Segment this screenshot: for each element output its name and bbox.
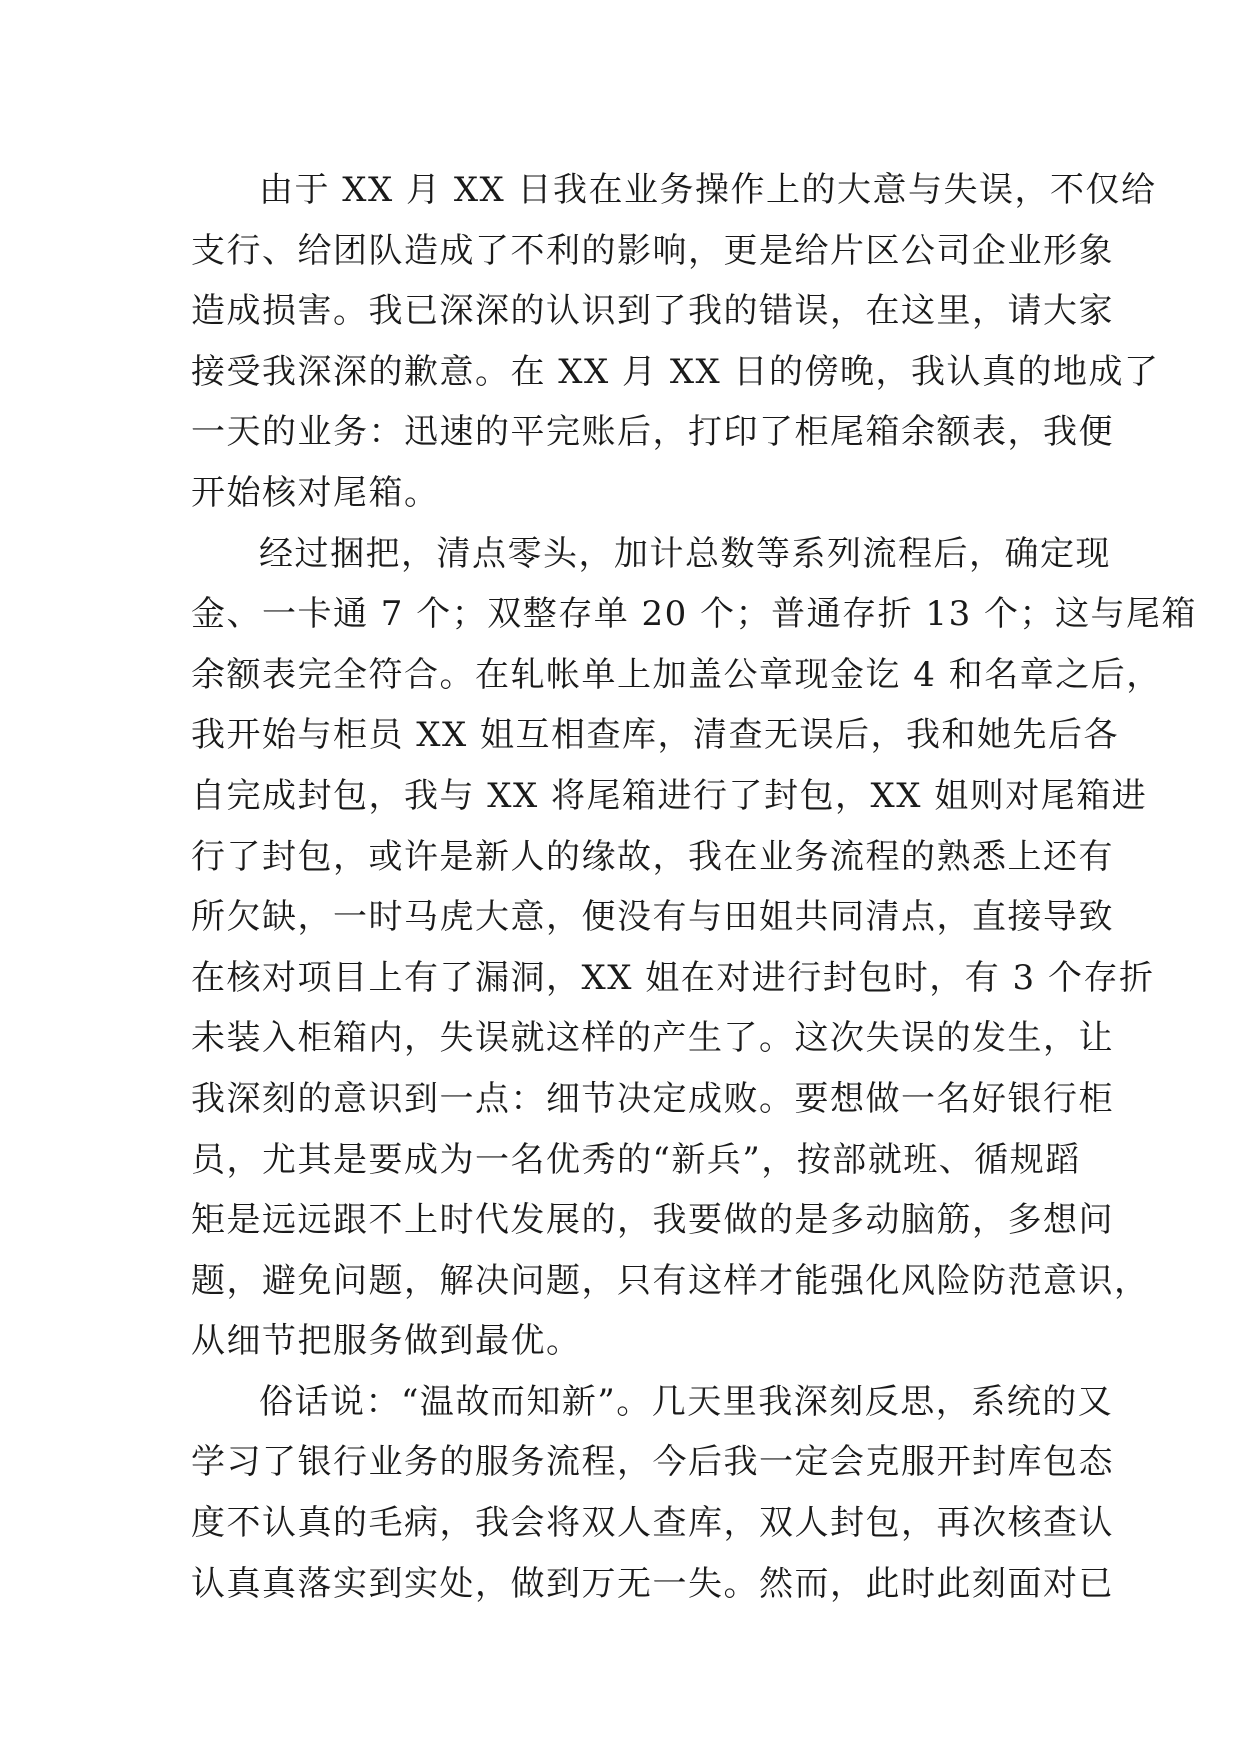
text-line: 题，避免问题，解决问题，只有这样才能强化风险防范意识， [191, 1260, 1150, 1301]
text-line: 支行、给团队造成了不利的影响，更是给片区公司企业形象 [191, 230, 1114, 271]
text-line: 度不认真的毛病，我会将双人查库，双人封包，再次核查认 [191, 1503, 1114, 1544]
paragraph-2 [191, 524, 1198, 1372]
text-line: 在核对项目上有了漏洞，XX 姐在对进行封包时，有 3 个存折 [191, 957, 1155, 998]
text-line: 行了封包，或许是新人的缘故，我在业务流程的熟悉上还有 [191, 836, 1114, 877]
text-line: 俗话说：“温故而知新”。几天里我深刻反思，系统的又 [259, 1381, 1114, 1422]
text-line: 余额表完全符合。在轧帐单上加盖公章现金讫 4 和名章之后， [191, 654, 1162, 695]
text-line: 所欠缺，一时马虎大意，便没有与田姐共同清点，直接导致 [191, 897, 1114, 938]
text-line: 造成损害。我已深深的认识到了我的错误，在这里，请大家 [191, 291, 1114, 332]
text-line: 矩是远远跟不上时代发展的，我要做的是多动脑筋，多想问 [191, 1200, 1114, 1241]
text-line: 我开始与柜员 XX 姐互相查库，清查无误后，我和她先后各 [191, 715, 1120, 756]
text-line: 经过捆把，清点零头，加计总数等系列流程后，确定现 [259, 533, 1111, 574]
text-line: 未装入柜箱内，失误就这样的产生了。这次失误的发生，让 [191, 1018, 1114, 1059]
text-line: 一天的业务：迅速的平完账后，打印了柜尾箱余额表，我便 [191, 412, 1114, 453]
text-line: 开始核对尾箱。 [191, 472, 440, 513]
text-line: 学习了银行业务的服务流程，今后我一定会克服开封库包态 [191, 1442, 1114, 1483]
text-line: 员，尤其是要成为一名优秀的“新兵”，按部就班、循规蹈 [191, 1139, 1081, 1180]
text-line: 认真真落实到实处，做到万无一失。然而，此时此刻面对已 [191, 1563, 1114, 1604]
text-line: 我深刻的意识到一点：细节决定成败。要想做一名好银行柜 [191, 1078, 1114, 1119]
text-line: 自完成封包，我与 XX 将尾箱进行了封包，XX 姐则对尾箱进 [191, 775, 1148, 816]
text-line: 从细节把服务做到最优。 [191, 1321, 582, 1362]
text-line: 接受我深深的歉意。在 XX 月 XX 日的傍晚，我认真的地成了 [191, 351, 1160, 392]
paragraph-1 [191, 160, 1160, 524]
text-line: 由于 XX 月 XX 日我在业务操作上的大意与失误，不仅给 [259, 170, 1157, 210]
document-body [191, 160, 1198, 1614]
paragraph-3 [191, 1372, 1114, 1614]
text-line: 金、一卡通 7 个；双整存单 20 个；普通存折 13 个；这与尾箱 [191, 594, 1198, 635]
